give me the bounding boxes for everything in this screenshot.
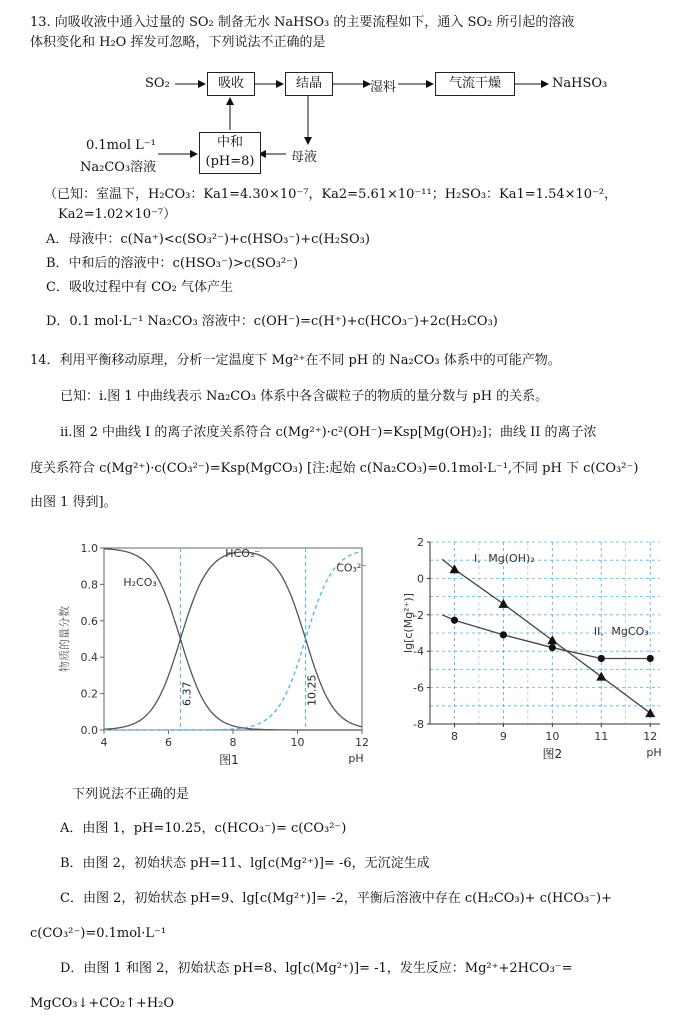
figure1-chart (52, 528, 372, 778)
fig1-label-h2co3: H₂CO₃ (123, 576, 157, 590)
fig2-point-mgoh2 (498, 599, 508, 608)
flow-mother-liquor: 母液 (291, 150, 318, 165)
fig2-ylabel: lg[c(Mg²⁺)] (402, 593, 415, 653)
flow-product: NaHSO₃ (552, 76, 608, 91)
q14-option-c-line1: C．由图 2，初始状态 pH=9、lg[c(Mg²⁺)]= -2，平衡后溶液中存在 c(H₂CO₃)+ c(HCO₃⁻)+ (60, 891, 613, 906)
fig2-xtick-label: 11 (594, 730, 609, 743)
q14-known-ii-line3: 由图 1 得到]。 (30, 495, 117, 510)
q14-known-ii-line2: 度关系符合 c(Mg²⁺)·c(CO₃²⁻)=Ksp(MgCO₃) [注:起始 c(Na₂CO₃)=0.1mol·L⁻¹,不同 pH 下 c(CO₃²⁻) (30, 461, 639, 476)
flow-neutralize-box (199, 132, 261, 174)
flow-neutralize-label: 中和 (216, 135, 243, 150)
fig1-ytick-label: 0.0 (80, 724, 98, 737)
q13-option-c: C．吸收过程中有 CO₂ 气体产生 (46, 280, 234, 295)
fig1-ytick-label: 0.6 (80, 614, 98, 628)
fig1-ytick-label: 0.8 (80, 578, 98, 592)
q13-stem-line2: 体积变化和 H₂O 挥发可忽略，下列说法不正确的是 (30, 35, 326, 50)
q14-stem: 14．利用平衡移动原理，分析一定温度下 Mg²⁺在不同 pH 的 Na₂CO₃ 体系中的可能产物。 (30, 353, 561, 368)
q14-option-d-line2: MgCO₃↓+CO₂↑+H₂O (30, 996, 175, 1011)
q14-known-i: 已知：i.图 1 中曲线表示 Na₂CO₃ 体系中各含碳粒子的物质的量分数与 pH 的关系。 (60, 389, 549, 404)
q13-stem-line1: 13. 向吸收液中通入过量的 SO₂ 制备无水 NaHSO₃ 的主要流程如下，通入 SO₂ 所引起的溶液 (30, 15, 575, 30)
fig1-xtick-label: 6 (165, 736, 172, 749)
fig1-xtick-label: 10 (290, 736, 305, 749)
fig1-reference-label: 10.25 (305, 674, 319, 706)
fig1-xtick-label: 12 (355, 736, 369, 749)
process-flow-diagram (0, 62, 692, 180)
fig1-reference-label: 6.37 (180, 681, 194, 706)
fig1-xtick-label: 8 (229, 736, 237, 749)
flow-absorb-box: 吸收 (207, 72, 255, 96)
q13-option-d: D．0.1 mol·L⁻¹ Na₂CO₃ 溶液中：c(OH⁻)=c(H⁺)+c(HCO₃⁻)+2c(H₂CO₃) (46, 314, 498, 329)
fig1-xlabel: pH (348, 752, 364, 765)
fig1-ytick-label: 1.0 (80, 542, 98, 555)
q13-known-line2: Ka2=1.02×10⁻⁷） (58, 207, 177, 222)
fig2-ytick-label: -4 (413, 645, 424, 659)
fig1-ytick-label: 0.2 (80, 687, 98, 701)
fig1-xtick-label: 4 (100, 736, 108, 749)
q13-option-b: B．中和后的溶液中：c(HSO₃⁻)>c(SO₃²⁻) (46, 256, 299, 271)
q14-option-a: A．由图 1，pH=10.25，c(HCO₃⁻)= c(CO₃²⁻) (60, 821, 347, 836)
fig2-point-mgoh2 (596, 672, 606, 681)
fig1-ylabel: 物质的量分数 (58, 606, 71, 672)
fig2-point-mgco3 (451, 617, 458, 624)
flow-dry-box: 气流干燥 (435, 72, 515, 96)
flow-concentration: 0.1mol L⁻¹ (86, 138, 156, 153)
fig2-point-mgoh2 (645, 708, 655, 717)
fig2-label-mgco3: II．MgCO₃ (593, 624, 649, 638)
fig2-point-mgco3 (500, 631, 507, 638)
fig2-point-mgco3 (647, 655, 654, 662)
fig2-ytick-label: 2 (417, 536, 424, 549)
flow-wet-material: 湿料 (370, 80, 397, 95)
flow-crystal-box: 结晶 (285, 72, 333, 96)
fig2-xtick-label: 10 (545, 730, 560, 743)
fig2-xlabel: pH (646, 746, 662, 759)
figure2-chart (400, 528, 672, 778)
q14-option-b: B．由图 2，初始状态 pH=11、lg[c(Mg²⁺)]= -6，无沉淀生成 (60, 856, 430, 871)
fig1-ytick-label: 0.4 (80, 651, 98, 665)
q14-option-c-line2: c(CO₃²⁻)=0.1mol·L⁻¹ (30, 926, 167, 941)
q13-known-line1: （已知：室温下，H₂CO₃：Ka1=4.30×10⁻⁷，Ka2=5.61×10⁻¹¹；H₂SO₃：Ka1=1.54×10⁻²， (44, 187, 618, 202)
fig1-caption: 图1 (219, 753, 239, 767)
fig2-point-mgco3 (549, 644, 556, 651)
flow-neutralize-ph: (pH=8) (205, 154, 255, 169)
fig2-xtick-label: 12 (643, 730, 658, 743)
fig2-ytick-label: -8 (413, 718, 424, 731)
q13-option-a: A．母液中：c(Na⁺)<c(SO₃²⁻)+c(HSO₃⁻)+c(H₂SO₃) (46, 232, 370, 247)
q14-ask: 下列说法不正确的是 (72, 787, 190, 802)
fig2-point-mgco3 (598, 655, 605, 662)
fig2-label-mgoh2: I．Mg(OH)₂ (474, 552, 535, 566)
fig2-xtick-label: 8 (450, 730, 458, 743)
fig1-label-hco3: HCO₃⁻ (225, 547, 261, 561)
fig2-ytick-label: -2 (413, 608, 424, 622)
fig1-label-co3: CO₃²⁻ (336, 561, 368, 575)
q14-option-d-line1: D．由图 1 和图 2，初始状态 pH=8、lg[c(Mg²⁺)]= -1，发生反应：Mg²⁺+2HCO₃⁻= (60, 961, 573, 976)
fig2-caption: 图2 (542, 747, 563, 761)
fig2-ytick-label: 0 (417, 572, 424, 586)
flow-so2: SO₂ (145, 76, 170, 91)
fig2-xtick-label: 9 (499, 730, 507, 743)
flow-na2co3-solution: Na₂CO₃溶液 (80, 160, 157, 175)
q14-known-ii-line1: ii.图 2 中曲线 I 的离子浓度关系符合 c(Mg²⁺)·c²(OH⁻)=Ksp[Mg(OH)₂]；曲线 II 的离子浓 (60, 425, 597, 440)
fig2-ytick-label: -6 (413, 681, 424, 695)
fig2-point-mgoh2 (547, 635, 557, 644)
